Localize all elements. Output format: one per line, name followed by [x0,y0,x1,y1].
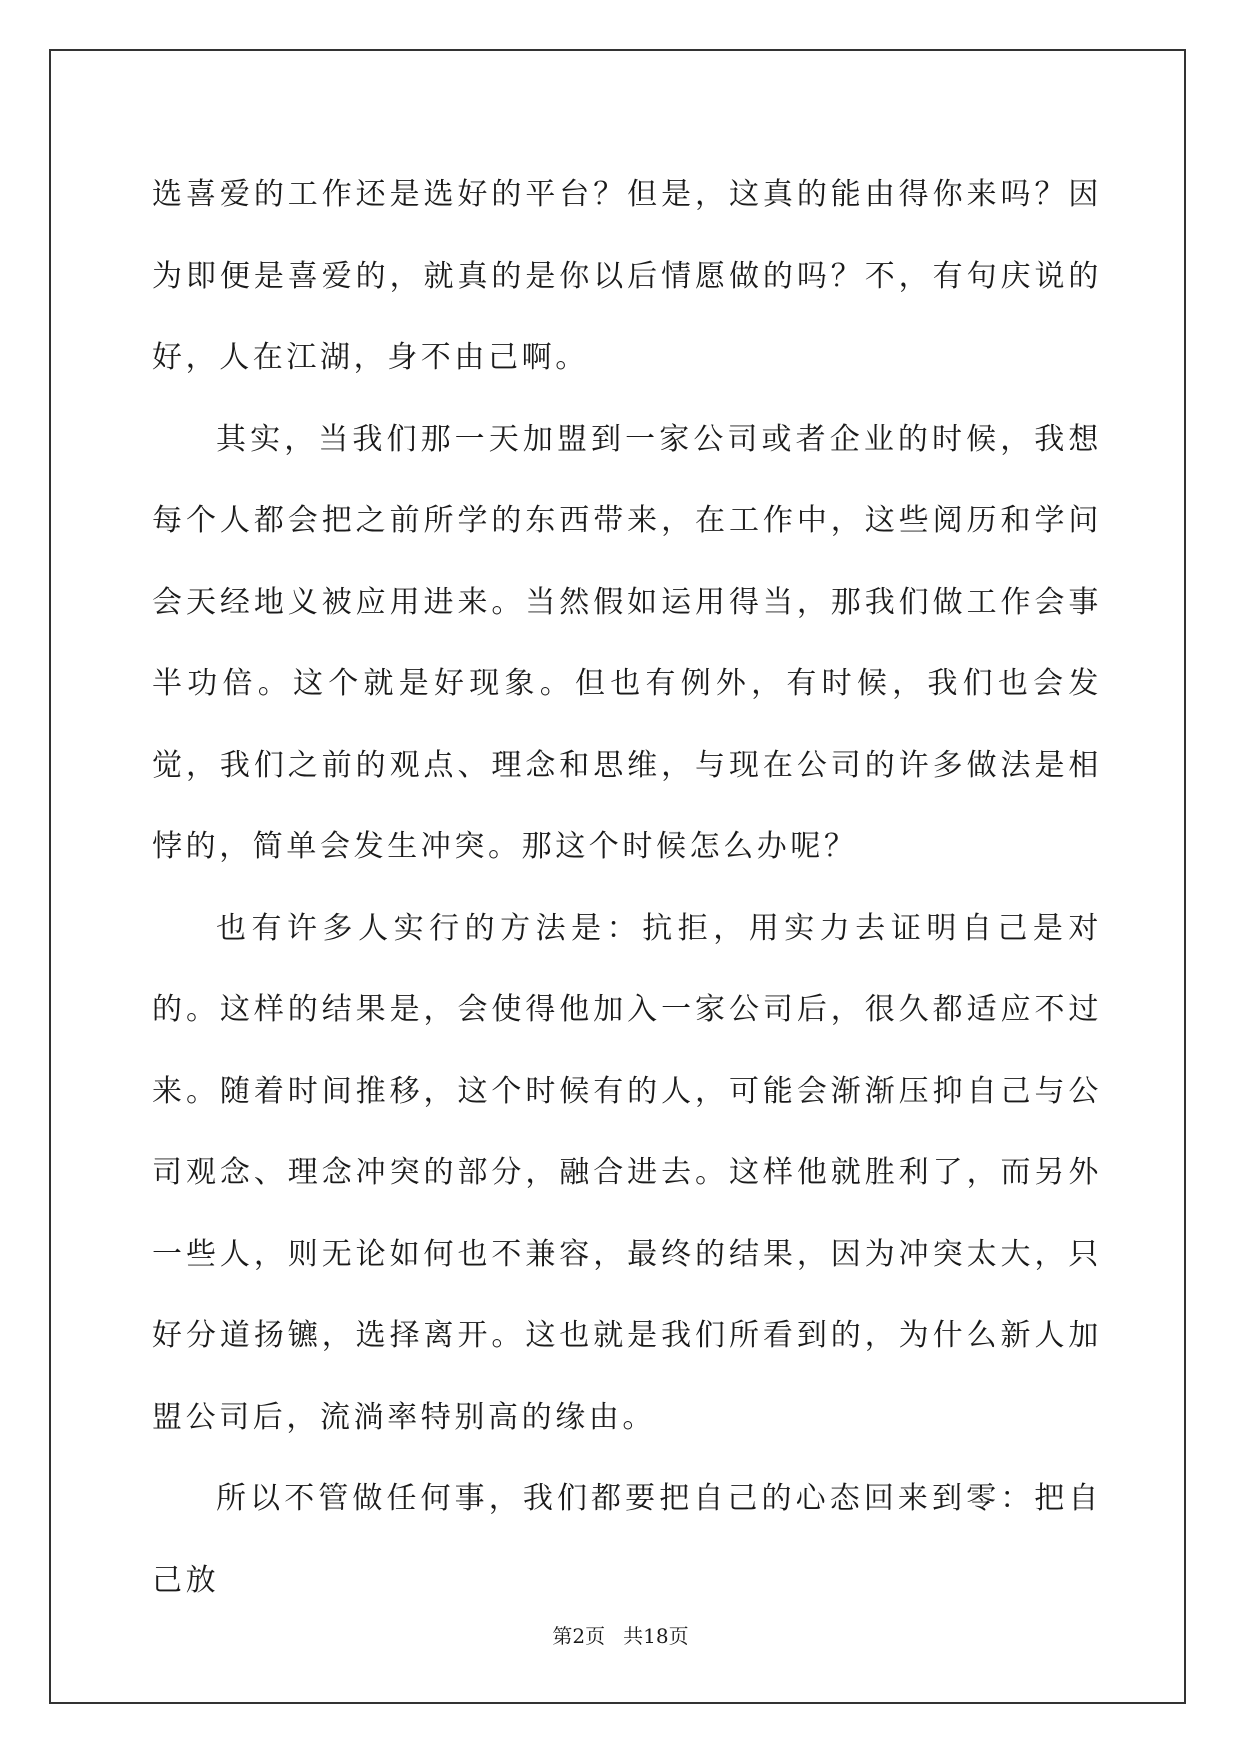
document-body [152,154,1102,1621]
paragraph-2: 其实，当我们那一天加盟到一家公司或者企业的时候，我想每个人都会把之前所学的东西带来，在工作中，这些阅历和学问会天经地义被应用进来。当然假如运用得当，那我们做工作会事半功倍。这个就是好现象。但也有例外，有时候，我们也会发觉，我们之前的观点、理念和思维，与现在公司的许多做法是相悖的，简单会发生冲突。那这个时候怎么办呢？ [152,421,1102,864]
page-footer [0,1620,1241,1649]
paragraph-1: 选喜爱的工作还是选好的平台？但是，这真的能由得你来吗？因为即便是喜爱的，就真的是你以后情愿做的吗？不，有句庆说的好，人在江湖，身不由己啊。 [152,177,1102,375]
total-pages-label: 共18页 [623,1624,689,1648]
current-page-label: 第2页 [552,1624,606,1648]
paragraph-4: 所以不管做任何事，我们都要把自己的心态回来到零：把自己放 [152,1481,1102,1598]
paragraph-3: 也有许多人实行的方法是：抗拒，用实力去证明自己是对的。这样的结果是，会使得他加入一家公司后，很久都适应不过来。随着时间推移，这个时候有的人，可能会渐渐压抑自己与公司观念、理念冲突的部分，融合进去。这样他就胜利了，而另外一些人，则无论如何也不兼容，最终的结果，因为冲突太大，只好分道扬镳，选择离开。这也就是我们所看到的，为什么新人加盟公司后，流淌率特别高的缘由。 [152,910,1102,1435]
